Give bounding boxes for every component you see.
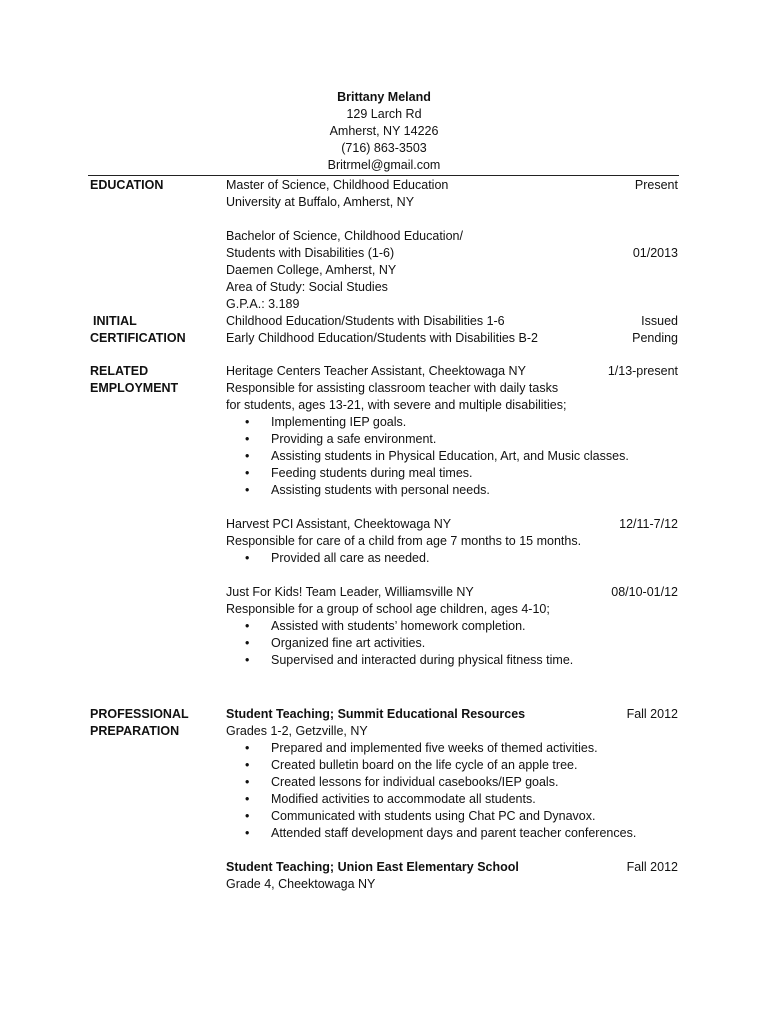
city-state-zip: Amherst, NY 14226 bbox=[329, 124, 439, 138]
spacer bbox=[226, 499, 678, 516]
list-item: • Assisting students in Physical Education, Art, and Music classes. bbox=[226, 448, 678, 465]
bachelors-degree: Bachelor of Science, Childhood Education/ bbox=[226, 229, 463, 243]
job-title-line bbox=[226, 584, 678, 601]
email-address: Britrmel@gmail.com bbox=[327, 158, 441, 172]
list-item: • Created lessons for individual casebooks/IEP goals. bbox=[226, 774, 678, 791]
job-date: 12/11-7/12 bbox=[619, 517, 678, 531]
list-item: • Prepared and implemented five weeks of themed activities. bbox=[226, 740, 678, 757]
placement-title-line bbox=[226, 859, 678, 876]
education-label: EDUCATION bbox=[90, 178, 164, 192]
job-duties-list bbox=[226, 414, 678, 499]
spacer bbox=[226, 842, 678, 859]
list-item: • Assisting students with personal needs. bbox=[226, 482, 678, 499]
certification-status: Pending bbox=[632, 331, 678, 345]
certification-item bbox=[226, 330, 678, 347]
preparation-label-2: PREPARATION bbox=[90, 724, 180, 738]
street-address: 129 Larch Rd bbox=[346, 107, 422, 121]
list-item: • Attended staff development days and parent teacher conferences. bbox=[226, 825, 678, 842]
certification-item bbox=[226, 313, 678, 330]
list-item: • Created bulletin board on the life cycle of an apple tree. bbox=[226, 757, 678, 774]
preparation-heading bbox=[90, 706, 220, 740]
header-divider bbox=[88, 175, 679, 176]
job-title: Heritage Centers Teacher Assistant, Cheektowaga NY bbox=[226, 364, 526, 378]
contact-header bbox=[0, 89, 768, 174]
placement-title-line bbox=[226, 706, 678, 723]
certification-status: Issued bbox=[641, 314, 678, 328]
employment-label-1: RELATED bbox=[90, 364, 149, 378]
employment-label-2: EMPLOYMENT bbox=[90, 381, 179, 395]
job-title: Harvest PCI Assistant, Cheektowaga NY bbox=[226, 517, 452, 531]
list-item: • Feeding students during meal times. bbox=[226, 465, 678, 482]
certification-text: Childhood Education/Students with Disabilities 1-6 bbox=[226, 314, 505, 328]
education-entries bbox=[226, 177, 678, 313]
list-item: • Supervised and interacted during physical fitness time. bbox=[226, 652, 678, 669]
gpa: G.P.A.: 3.189 bbox=[226, 297, 300, 311]
job-title-line bbox=[226, 516, 678, 533]
job-date: 08/10-01/12 bbox=[611, 585, 678, 599]
placement-date: Fall 2012 bbox=[626, 707, 678, 721]
job-description: Responsible for a group of school age children, ages 4-10; bbox=[226, 602, 550, 616]
certification-text: Early Childhood Education/Students with Disabilities B-2 bbox=[226, 331, 538, 345]
preparation-entries bbox=[226, 706, 678, 893]
masters-degree: Master of Science, Childhood Education bbox=[226, 178, 449, 192]
list-item: • Assisted with students’ homework completion. bbox=[226, 618, 678, 635]
preparation-label-1: PROFESSIONAL bbox=[90, 707, 189, 721]
masters-school: University at Buffalo, Amherst, NY bbox=[226, 195, 415, 209]
job-date: 1/13-present bbox=[607, 364, 678, 378]
certification-heading bbox=[90, 313, 220, 347]
spacer bbox=[226, 211, 678, 228]
spacer bbox=[226, 567, 678, 584]
phone-number: (716) 863-3503 bbox=[341, 141, 427, 155]
certification-label-1: INITIAL bbox=[93, 314, 137, 328]
job-duties-list bbox=[226, 550, 678, 567]
placement-subtitle: Grades 1-2, Getzville, NY bbox=[226, 724, 368, 738]
bachelors-degree-cont: Students with Disabilities (1-6) bbox=[226, 246, 395, 260]
list-item: • Implementing IEP goals. bbox=[226, 414, 678, 431]
bachelors-date: 01/2013 bbox=[632, 246, 678, 260]
certification-label-2: CERTIFICATION bbox=[90, 331, 186, 345]
list-item: • Modified activities to accommodate all students. bbox=[226, 791, 678, 808]
placement-title: Student Teaching; Summit Educational Resources bbox=[226, 707, 526, 721]
placement-activities-list bbox=[226, 740, 678, 842]
education-heading bbox=[90, 177, 220, 194]
certification-entries bbox=[226, 313, 678, 347]
employment-heading bbox=[90, 363, 220, 397]
list-item: • Providing a safe environment. bbox=[226, 431, 678, 448]
placement-title: Student Teaching; Union East Elementary School bbox=[226, 860, 519, 874]
placement-subtitle: Grade 4, Cheektowaga NY bbox=[226, 877, 376, 891]
bachelors-school: Daemen College, Amherst, NY bbox=[226, 263, 397, 277]
job-title-line bbox=[226, 363, 678, 380]
list-item: • Organized fine art activities. bbox=[226, 635, 678, 652]
bachelors-degree-cont-line bbox=[226, 245, 678, 262]
job-description: Responsible for assisting classroom teacher with daily tasks bbox=[226, 381, 559, 395]
job-title: Just For Kids! Team Leader, Williamsville NY bbox=[226, 585, 474, 599]
job-description: Responsible for care of a child from age 7 months to 15 months. bbox=[226, 534, 582, 548]
area-of-study: Area of Study: Social Studies bbox=[226, 280, 388, 294]
applicant-name: Brittany Meland bbox=[337, 90, 431, 104]
list-item: • Provided all care as needed. bbox=[226, 550, 678, 567]
employment-entries bbox=[226, 363, 678, 669]
list-item: • Communicated with students using Chat PC and Dynavox. bbox=[226, 808, 678, 825]
job-description: for students, ages 13-21, with severe and multiple disabilities; bbox=[226, 398, 567, 412]
placement-date: Fall 2012 bbox=[626, 860, 678, 874]
job-duties-list bbox=[226, 618, 678, 669]
masters-date: Present bbox=[634, 178, 678, 192]
masters-degree-line bbox=[226, 177, 678, 194]
